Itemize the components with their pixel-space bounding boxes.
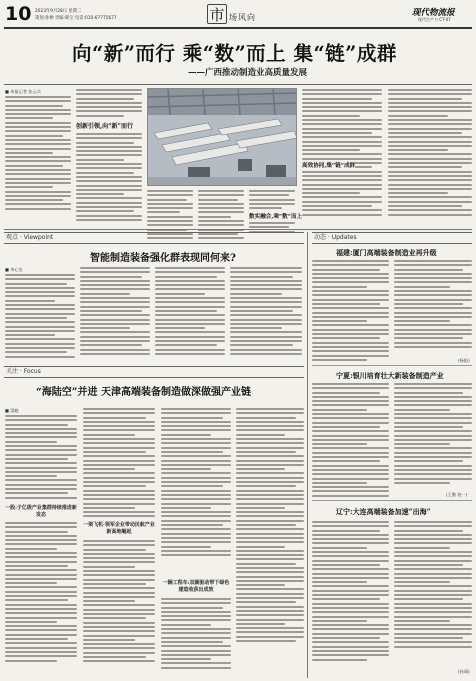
lead-col-5	[249, 190, 295, 211]
lead-subhead-3: 高效协同,集“链”成群	[302, 160, 355, 170]
focus-col-3	[161, 408, 231, 558]
paper-name: 现代物流报	[412, 8, 455, 18]
lead-byline: ■ 本报记者 张云兵	[5, 89, 41, 94]
viewpoint-col-4	[230, 267, 302, 357]
update-2-source: (王勤 骆一)	[446, 492, 468, 497]
lead-col-2b	[76, 133, 142, 223]
update-1-source: (杨阳)	[458, 358, 470, 363]
focus-col-2	[83, 408, 155, 520]
masthead-rule	[4, 27, 472, 29]
lead-subhead-2: 数实融合,乘“数”而上	[249, 214, 303, 220]
lead-subhead-1: 创新引领,向“新”而行	[76, 123, 133, 130]
focus-subhead-1: 一股:子亿级产业集群持续推进新发态	[5, 505, 77, 518]
update-rule-2	[312, 500, 472, 501]
focus-col-1	[5, 415, 77, 501]
masthead	[0, 0, 476, 32]
section-rule-1	[4, 229, 472, 230]
lead-col-6	[302, 89, 382, 218]
update-rule-1	[312, 365, 472, 366]
lead-col-7	[388, 89, 472, 218]
focus-label: 关注 · Focus	[4, 366, 304, 378]
focus-col-2b	[83, 540, 155, 665]
lead-subtitle: ——广西推动制造业高质量发展	[188, 68, 308, 78]
viewpoint-col-3	[155, 267, 225, 357]
update-2-title: 宁夏:银川培育壮大新装备制造产业	[336, 371, 444, 380]
focus-title: “海陆空”并进 天津高端装备制造做深做强产业链	[36, 387, 251, 398]
update-2-col-1	[312, 383, 389, 499]
update-2-col-2	[394, 383, 472, 486]
date-line: 2023年9月28日 星期二	[35, 9, 82, 14]
viewpoint-title: 智能制造装备强化群表现同何来?	[90, 253, 236, 264]
lead-col-1	[5, 96, 71, 212]
page-number: 10	[5, 3, 32, 25]
lead-title: 向“新”而行 乘“数”而上 集“链”成群	[72, 42, 397, 65]
focus-byline: ■ 梁峻	[5, 408, 19, 413]
focus-col-3b	[161, 598, 231, 671]
update-1-col-1	[312, 260, 389, 363]
section-name: 场风向	[229, 13, 256, 22]
lead-photo	[147, 88, 297, 186]
update-1-col-2	[394, 260, 472, 350]
factory-floor-image	[148, 89, 297, 186]
update-3-col-1	[312, 521, 389, 663]
section-emblem	[207, 4, 227, 24]
viewpoint-col-2	[80, 267, 150, 357]
lead-col-2	[76, 89, 142, 119]
update-3-source: (孙靖)	[458, 669, 470, 674]
editor-line: 策划:孙翀 责编:韩宝 电话:010-67775677	[35, 16, 117, 21]
update-1-title: 福建:厦门高端装备制造业再升级	[336, 248, 437, 257]
viewpoint-label: 观点 · Viewpoint	[4, 232, 304, 244]
lead-rule	[4, 84, 472, 85]
update-3-title: 辽宁:大连高端装备加速“出海”	[336, 507, 431, 516]
viewpoint-byline: ■ 李心坐	[5, 267, 23, 272]
update-3-col-2	[394, 521, 472, 650]
paper-tag: 现代生产力 CT-07	[418, 17, 451, 22]
column-divider	[307, 232, 308, 678]
focus-subhead-2: 一架飞机·领军企业带动民航产业新高地崛起	[83, 522, 155, 535]
focus-col-4	[236, 408, 304, 644]
section-char: 市	[209, 6, 225, 24]
viewpoint-col-1	[5, 274, 75, 360]
updates-label: 动态 · Updates	[312, 232, 472, 244]
focus-col-1b	[5, 522, 77, 664]
focus-subhead-3: 一辆工程车:双碳驱动带下绿色建造收获出成效	[162, 580, 230, 593]
